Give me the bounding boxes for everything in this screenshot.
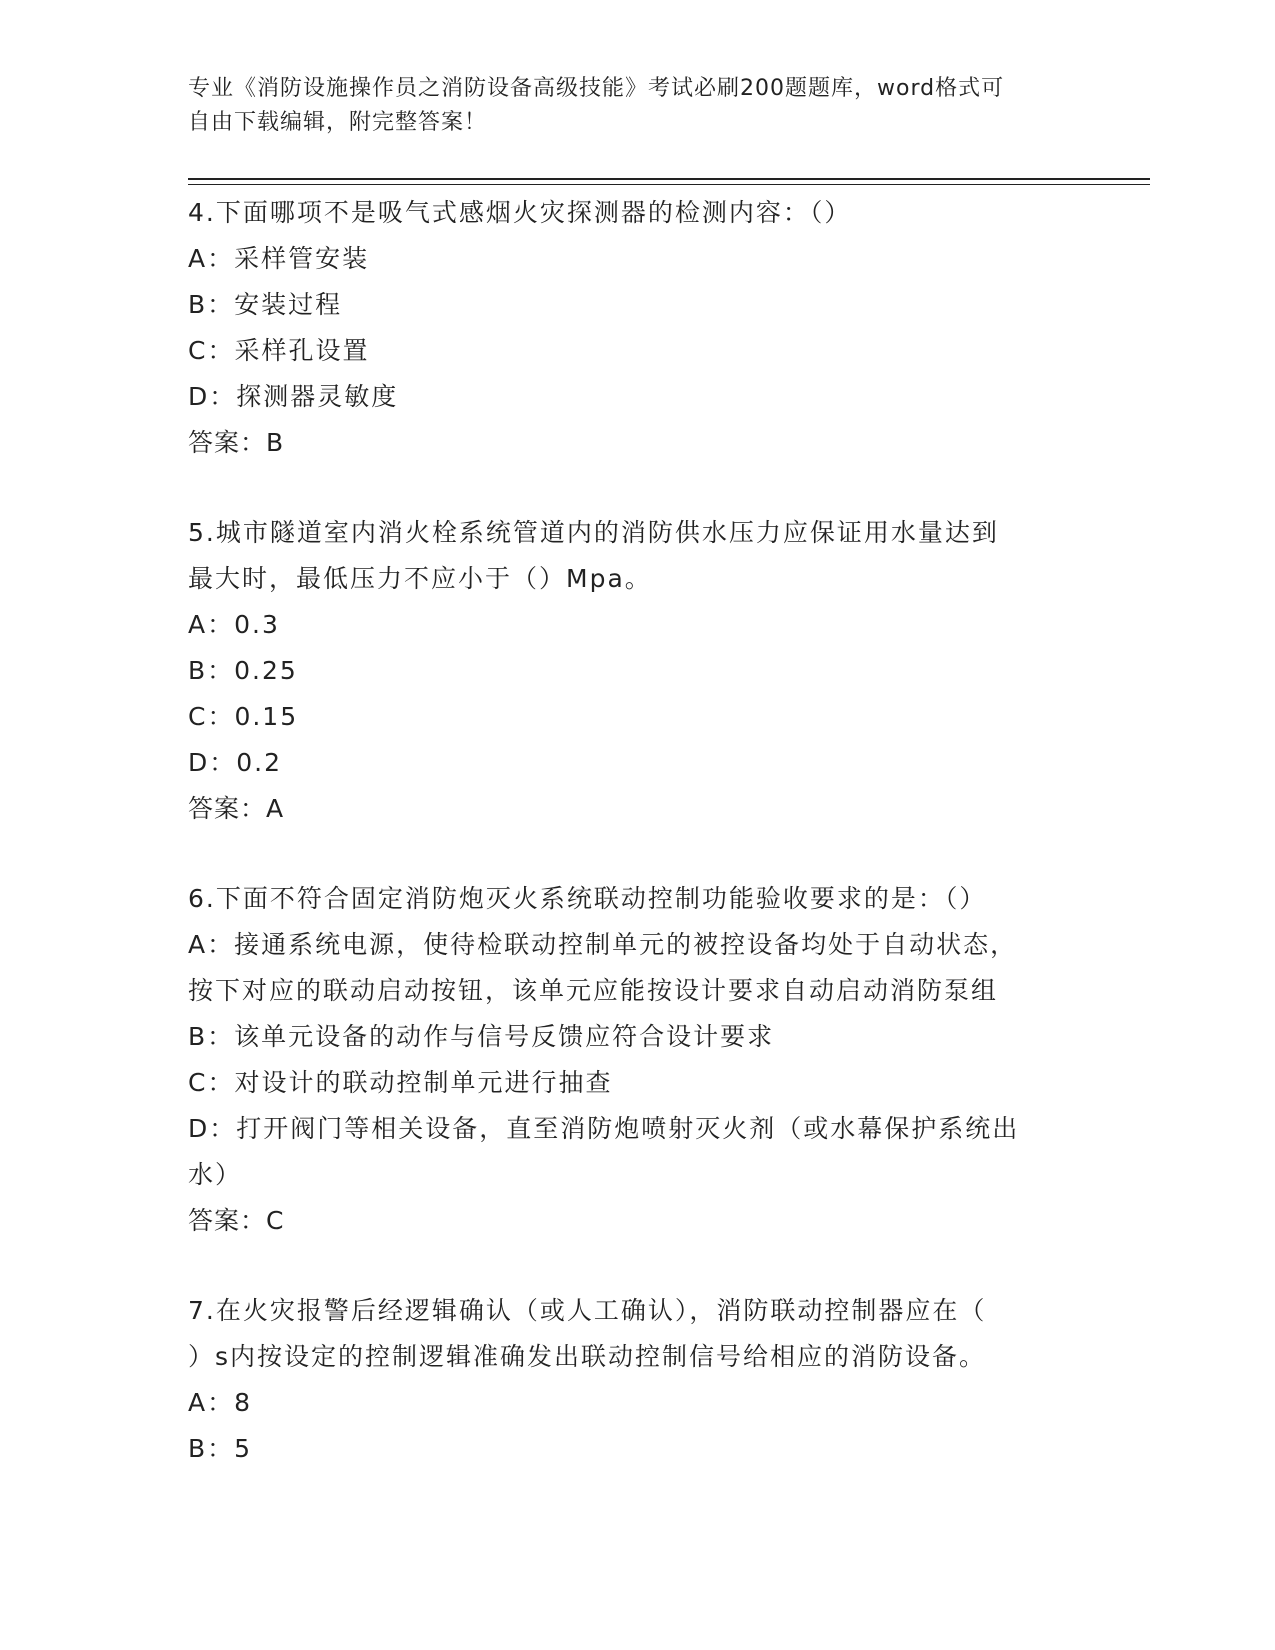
option-c: C：0.15 [188, 702, 299, 731]
question-stem: 6.下面不符合固定消防炮灭火系统联动控制功能验收要求的是：（） [188, 884, 987, 913]
header-line-1: 专业《消防设施操作员之消防设备高级技能》考试必刷200题题库，word格式可 [188, 76, 1005, 101]
option-a: A：采样管安装 [188, 244, 370, 273]
answer-line: 答案：B [188, 428, 285, 457]
option-a-continued: 按下对应的联动启动按钮，该单元应能按设计要求自动启动消防泵组 [188, 976, 999, 1005]
question-5 [188, 510, 1088, 832]
question-list [188, 190, 1088, 1472]
option-a: A：8 [188, 1388, 253, 1417]
question-7 [188, 1288, 1088, 1472]
question-stem: 7.在火灾报警后经逻辑确认（或人工确认），消防联动控制器应在（ [188, 1296, 987, 1325]
document-header [188, 72, 1068, 140]
question-stem-continued: 最大时，最低压力不应小于（）Mpa。 [188, 564, 652, 593]
option-d: D：探测器灵敏度 [188, 382, 399, 411]
option-c: C：对设计的联动控制单元进行抽查 [188, 1068, 613, 1097]
option-d-continued: 水） [188, 1160, 243, 1189]
option-b: B：安装过程 [188, 290, 343, 319]
answer-line: 答案：C [188, 1206, 285, 1235]
answer-line: 答案：A [188, 794, 285, 823]
header-divider-thick [188, 178, 1150, 180]
option-b: B：5 [188, 1434, 253, 1463]
option-a: A：接通系统电源，使待检联动控制单元的被控设备均处于自动状态， [188, 930, 1018, 959]
option-b: B：0.25 [188, 656, 298, 685]
header-line-2: 自由下载编辑，附完整答案！ [188, 110, 488, 135]
question-stem: 5.城市隧道室内消火栓系统管道内的消防供水压力应保证用水量达到 [188, 518, 999, 547]
question-6 [188, 876, 1088, 1244]
option-d: D：打开阀门等相关设备，直至消防炮喷射灭火剂（或水幕保护系统出 [188, 1114, 1020, 1143]
option-d: D：0.2 [188, 748, 283, 777]
option-b: B：该单元设备的动作与信号反馈应符合设计要求 [188, 1022, 775, 1051]
header-divider-thin [188, 184, 1150, 185]
question-stem: 4.下面哪项不是吸气式感烟火灾探测器的检测内容：（） [188, 198, 852, 227]
option-a: A：0.3 [188, 610, 280, 639]
option-c: C：采样孔设置 [188, 336, 370, 365]
question-4 [188, 190, 1088, 466]
question-stem-continued: ）s内按设定的控制逻辑准确发出联动控制信号给相应的消防设备。 [188, 1342, 987, 1371]
